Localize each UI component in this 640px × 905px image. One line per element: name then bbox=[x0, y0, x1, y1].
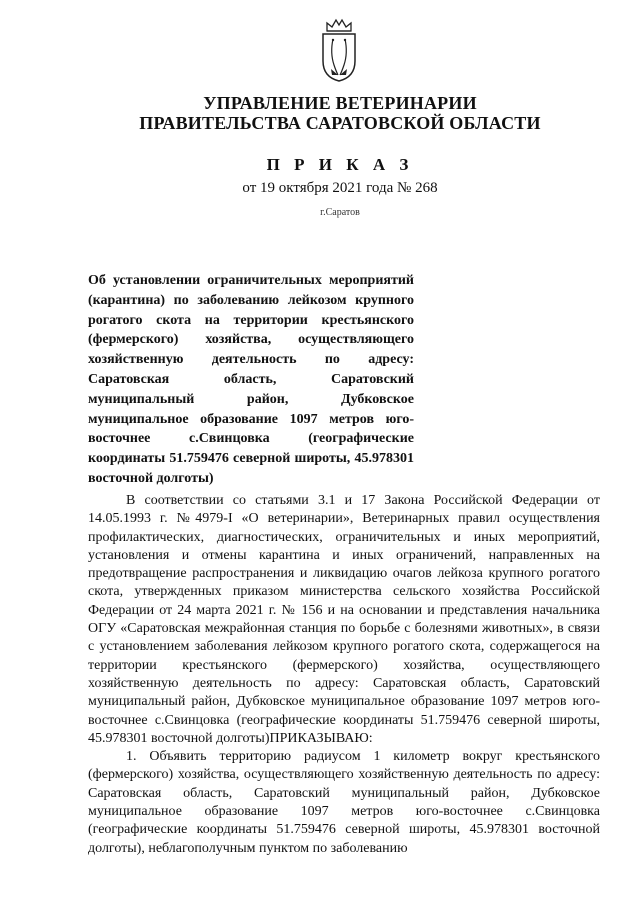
document-type-title: П Р И К А З bbox=[266, 155, 414, 174]
order-date-number: от 19 октября 2021 года № 268 bbox=[242, 180, 438, 196]
saratov-coat-of-arms-icon bbox=[318, 17, 360, 83]
order-body bbox=[88, 492, 600, 858]
organization-name-line1: УПРАВЛЕНИЕ ВЕТЕРИНАРИИ bbox=[203, 93, 477, 113]
order-subject: Об установлении ограничительных мероприятий (карантина) по заболеванию лейкозом крупного рогатого скота на территории крестьянского (фермерского) хозяйства, осуществляющего хозяйственную деятельность по адресу: Саратовская область, Саратовский муниципальный район, Дубковское муниципальное образование 1097 метров юго-восточнее с.Свинцовка (географические координаты 51.759476 северной широты, 45.978301 восточной долготы) bbox=[88, 273, 414, 486]
city-label: г.Саратов bbox=[320, 207, 360, 218]
item-1-paragraph: 1. Объявить территорию радиусом 1 километр вокруг крестьянского (фермерского) хозяйства, осуществляющего хозяйственную деятельность по адресу: Саратовская область, Саратовский муниципальный район, Дубковское муниципальное образование 1097 метров юго-восточнее с.Свинцовка (географические координаты 51.759476 северной широты, 45.978301 восточной долготы), неблагополучным пунктом по заболеванию bbox=[88, 749, 600, 856]
preamble-paragraph: В соответствии со статьями 3.1 и 17 Закона Российской Федерации от 14.05.1993 г. №4979-I «О ветеринарии», Ветеринарных правил осуществления профилактических, диагностических, ограничительных и иных мероприятий, установления и отмены карантина и иных ограничений, направленных на предотвращение распространения и ликвидацию очагов лейкоза крупного рогатого скота, утвержденных приказом министерства сельского хозяйства Российской Федерации от 24 марта 2021 г. № 156 и на основании и представления начальника ОГУ «Саратовская межрайонная станция по борьбе с болезнями животных», в связи с установлением заболевания лейкозом крупного рогатого скота, содержащегося на территории крестьянского (фермерского) хозяйства, осуществляющего хозяйственную деятельность по адресу: Саратовская область, Саратовский муниципальный район, Дубковское муниципальное образование 1097 метров юго-восточнее с.Свинцовка (географические координаты 51.759476 северной широты, 45.978301 восточной долготы)ПРИКАЗЫВАЮ: bbox=[88, 493, 600, 746]
organization-name-line2: ПРАВИТЕЛЬСТВА САРАТОВСКОЙ ОБЛАСТИ bbox=[139, 113, 541, 133]
